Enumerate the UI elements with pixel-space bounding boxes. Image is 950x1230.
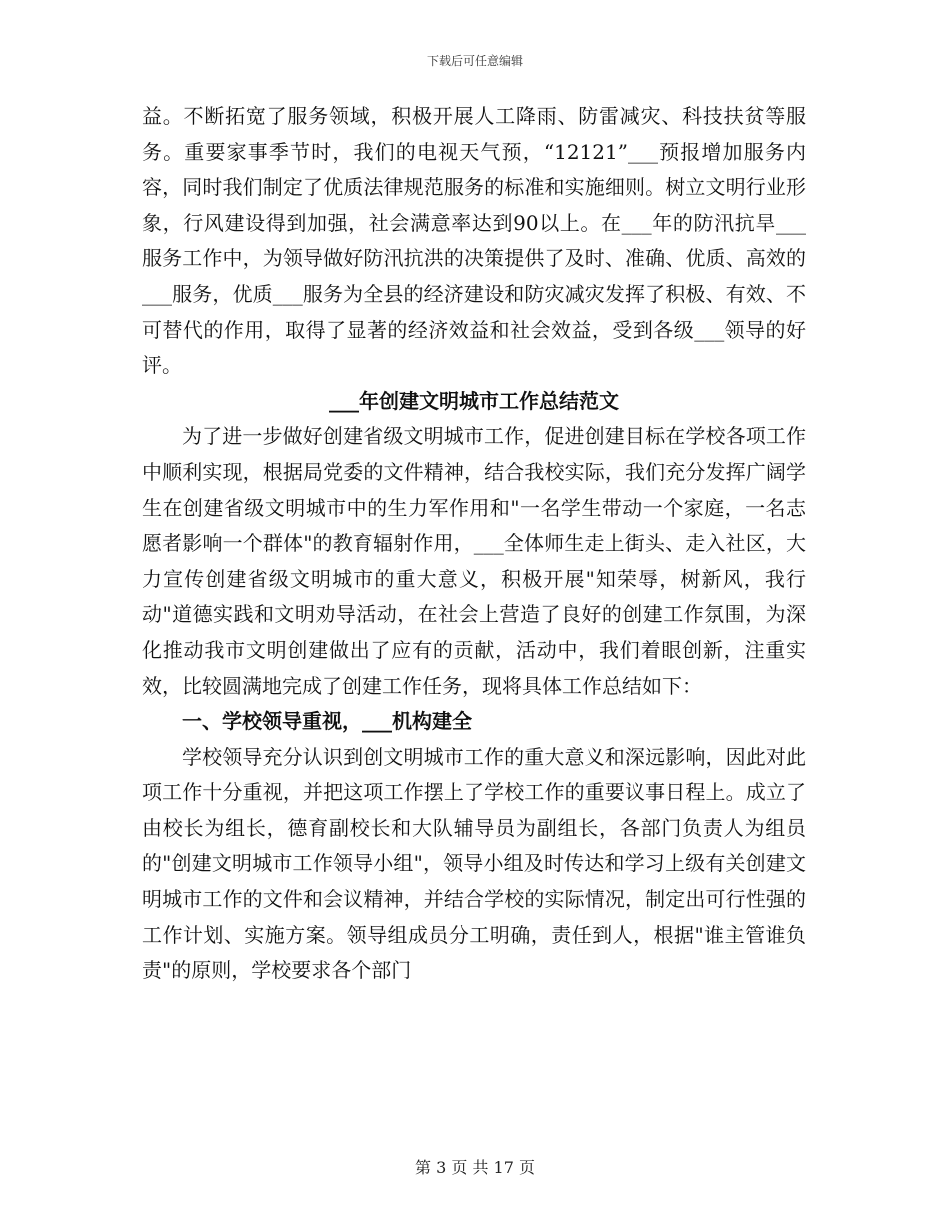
page-header: 下载后可任意编辑: [426, 54, 523, 68]
continued-paragraph: 益。不断拓宽了服务领域，积极开展人工降雨、防雷减灾、科技扶贫等服务。重要家事季节时，我们的电视天气预，“12121”___预报增加服务内容，同时我们制定了优质法律规范服务的标准和实施细则。树立文明行业形象，行风建设得到加强，社会满意率达到90以上。在___年的防汛抗旱___服务工作中，为领导做好防汛抗洪的决策提供了及时、准确、优质、高效的___服务，优质___服务为全县的经济建设和防灾减灾发挥了积极、有效、不可替代的作用，取得了显著的经济效益和社会效益，受到各级___领导的好评。: [142, 104, 806, 378]
document-title: ___年创建文明城市工作总结范文: [329, 388, 619, 413]
document-body: [142, 99, 806, 989]
section-1-paragraph: 学校领导充分认识到创文明城市工作的重大意义和深远影响，因此对此项工作十分重视，并把这项工作摆上了学校工作的重要议事日程上。成立了由校长为组长，德育副校长和大队辅导员为副组长，各部门负责人为组员的"创建文明城市工作领导小组"，领导小组及时传达和学习上级有关创建文明城市工作的文件和会议精神，并结合学校的实际情况，制定出可行性强的工作计划、实施方案。领导组成员分工明确，责任到人，根据"谁主管谁负责"的原则，学校要求各个部门: [142, 744, 806, 983]
section-heading-1: 一、学校领导重视，___机构建全: [182, 709, 472, 734]
page-number: 第 3 页 共 17 页: [415, 1158, 535, 1177]
intro-paragraph: 为了进一步做好创建省级文明城市工作，促进创建目标在学校各项工作中顺利实现，根据局党委的文件精神，结合我校实际，我们充分发挥广阔学生在创建省级文明城市中的生力军作用和"一名学生带动一个家庭，一名志愿者影响一个群体"的教育辐射作用，___全体师生走上街头、走入社区，大力宣传创建省级文明城市的重大意义，积极开展"知荣辱，树新风，我行动"道德实践和文明劝导活动，在社会上营造了良好的创建工作氛围，为深化推动我市文明创建做出了应有的贡献，活动中，我们着眼创新，注重实效，比较圆满地完成了创建工作任务，现将具体工作总结如下：: [142, 424, 806, 698]
